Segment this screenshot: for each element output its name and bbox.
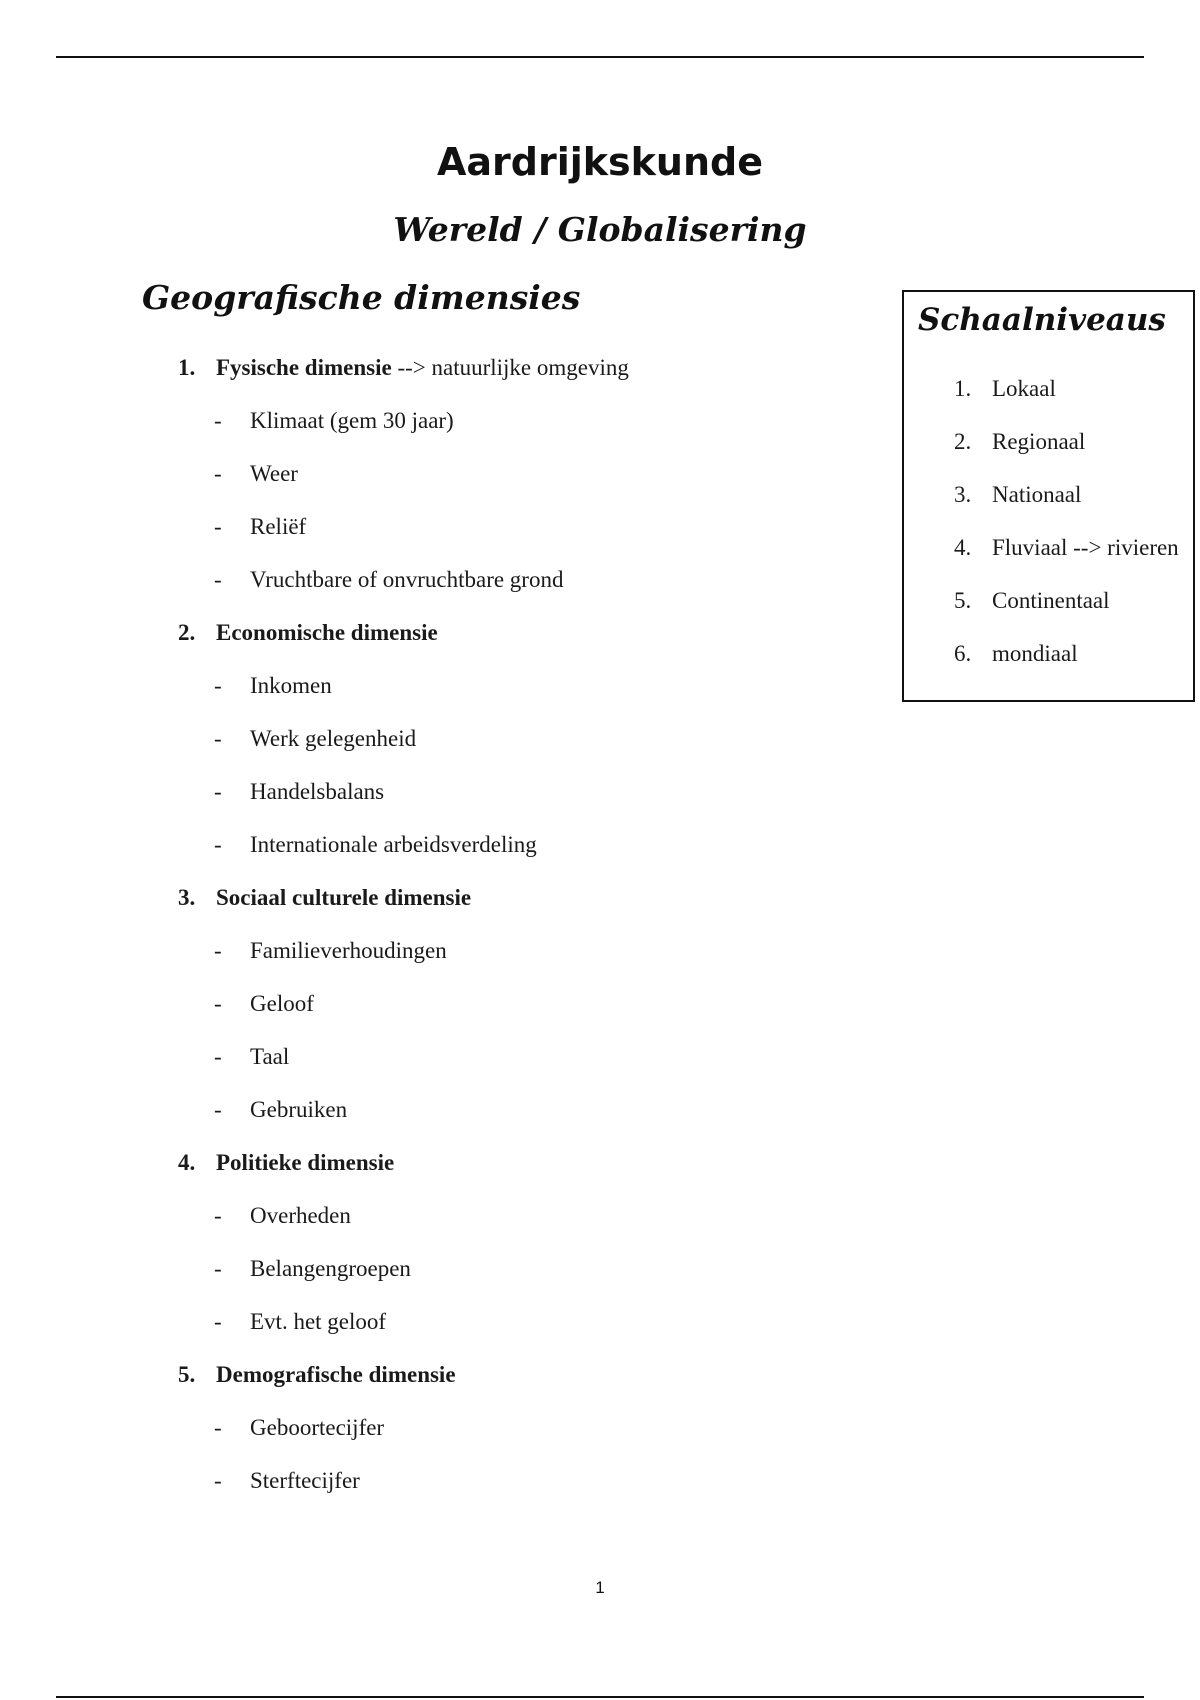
list-item-text: Reliëf (250, 514, 307, 539)
scale-level-number: 4. (954, 535, 972, 560)
scale-level-item (954, 639, 1179, 692)
page-subtitle: Wereld / Globalisering (393, 210, 807, 249)
list-item-text: Geboortecijfer (250, 1415, 385, 1440)
list-item: - Taal (214, 1044, 290, 1069)
list-item: - Evt. het geloof (214, 1309, 387, 1334)
list-item-text: Vruchtbare of onvruchtbare grond (250, 567, 564, 592)
list-item: - Vruchtbare of onvruchtbare grond (214, 567, 564, 592)
section-heading: Geografische dimensies (142, 278, 581, 317)
list-item-text: Inkomen (250, 673, 332, 698)
list-item: - Geloof (214, 991, 314, 1016)
scale-level-label: Lokaal (992, 376, 1056, 401)
dimension-title: Sociaal culturele dimensie (216, 885, 472, 910)
list-item-text: Internationale arbeidsverdeling (250, 832, 537, 857)
dimension-heading (178, 880, 878, 933)
list-item: - Belangengroepen (214, 1256, 411, 1281)
list-item-text: Gebruiken (250, 1097, 348, 1122)
list-item: - Weer (214, 461, 298, 486)
dimension-title: Economische dimensie (216, 620, 438, 645)
dimension-number: 3. (178, 885, 196, 910)
scale-level-label: Continentaal (992, 588, 1110, 613)
scale-level-label: Nationaal (992, 482, 1082, 507)
top-rule (56, 56, 1144, 58)
scale-level-item (954, 533, 1179, 586)
dimension-heading (178, 350, 878, 403)
dimension-number: 4. (178, 1150, 196, 1175)
scale-level-number: 1. (954, 376, 972, 401)
list-item-text: Evt. het geloof (250, 1309, 387, 1334)
list-item-text: Belangengroepen (250, 1256, 411, 1281)
scale-levels-list (954, 374, 1179, 692)
scale-level-label: Regionaal (992, 429, 1086, 454)
list-item: - Familieverhoudingen (214, 938, 447, 963)
dimension-title: Politieke dimensie (216, 1150, 395, 1175)
dimension-description: --> natuurlijke omgeving (391, 355, 629, 380)
bottom-rule (56, 1696, 1144, 1698)
page-number: 1 (595, 1578, 605, 1597)
scale-level-item (954, 586, 1179, 639)
list-item-text: Werk gelegenheid (250, 726, 417, 751)
dimension-heading (178, 1357, 878, 1410)
list-item: - Handelsbalans (214, 779, 385, 804)
dimension-number: 2. (178, 620, 196, 645)
scale-level-number: 5. (954, 588, 972, 613)
dimension-title: Demografische dimensie (216, 1362, 456, 1387)
list-item-text: Familieverhoudingen (250, 938, 447, 963)
dimensions-list (178, 350, 878, 1516)
list-item-text: Overheden (250, 1203, 351, 1228)
scale-level-label: Fluviaal --> rivieren (992, 535, 1179, 560)
scale-level-number: 2. (954, 429, 972, 454)
dimension-title: Fysische dimensie (216, 355, 392, 380)
list-item: - Inkomen (214, 673, 332, 698)
scale-level-label: mondiaal (992, 641, 1078, 666)
scale-level-item (954, 427, 1179, 480)
list-item-text: Weer (250, 461, 298, 486)
list-item: - Sterftecijfer (214, 1468, 360, 1493)
scale-level-item (954, 374, 1179, 427)
list-item-text: Taal (250, 1044, 290, 1069)
list-item-text: Geloof (250, 991, 314, 1016)
scale-level-number: 3. (954, 482, 972, 507)
scale-levels-box (902, 290, 1195, 702)
scale-box-title: Schaalniveaus (918, 302, 1166, 338)
list-item-text: Handelsbalans (250, 779, 385, 804)
list-item: - Reliëf (214, 514, 307, 539)
dimension-heading (178, 615, 878, 668)
list-item-text: Sterftecijfer (250, 1468, 360, 1493)
dimension-heading (178, 1145, 878, 1198)
scale-level-number: 6. (954, 641, 972, 666)
page-title: Aardrijkskunde (436, 140, 764, 184)
list-item: - Gebruiken (214, 1097, 348, 1122)
list-item: - Klimaat (gem 30 jaar) (214, 408, 454, 433)
list-item: - Internationale arbeidsverdeling (214, 832, 537, 857)
scale-level-item (954, 480, 1179, 533)
list-item: - Overheden (214, 1203, 351, 1228)
dimension-number: 5. (178, 1362, 196, 1387)
list-item: - Geboortecijfer (214, 1415, 385, 1440)
list-item: - Werk gelegenheid (214, 726, 417, 751)
dimension-number: 1. (178, 355, 196, 380)
list-item-text: Klimaat (gem 30 jaar) (250, 408, 454, 433)
